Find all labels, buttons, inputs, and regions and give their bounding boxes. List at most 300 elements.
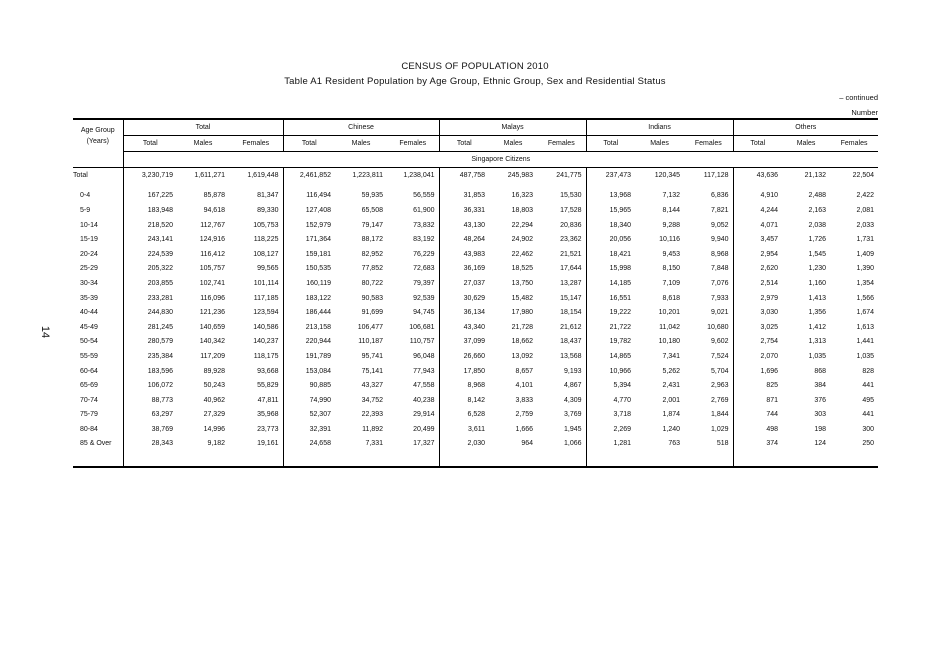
value-cell: 121,236 [199, 309, 225, 317]
value-cell: 18,340 [586, 218, 635, 233]
value-cell: 1,666 [515, 425, 534, 433]
table-row [73, 320, 878, 335]
section-label: Singapore Citizens [123, 152, 878, 168]
end-cell [537, 451, 586, 467]
value-cell: 1,313 [808, 338, 827, 346]
value-cell: 18,437 [560, 338, 582, 346]
end-cell [489, 451, 537, 467]
value-cell: 224,539 [123, 247, 177, 262]
value-cell: 88,773 [123, 393, 177, 408]
value-cell: 2,514 [733, 276, 782, 291]
value-cell: 1,674 [856, 309, 875, 317]
value-cell: 79,147 [361, 221, 383, 229]
group-header-total: Total [123, 119, 283, 136]
value-cell: 17,980 [511, 309, 534, 317]
age-group-cell: 55-59 [80, 352, 98, 360]
value-cell: 23,362 [560, 236, 582, 244]
value-cell: 82,952 [361, 250, 383, 258]
value-cell: 81,347 [257, 192, 279, 200]
value-cell: 7,331 [365, 440, 383, 448]
value-cell: 2,163 [808, 206, 827, 214]
value-cell: 4,244 [733, 203, 782, 218]
value-cell: 171,364 [283, 232, 335, 247]
value-cell: 22,393 [361, 411, 383, 419]
value-cell: 2,070 [733, 349, 782, 364]
value-cell: 205,322 [123, 262, 177, 277]
document-title: CENSUS OF POPULATION 2010 [401, 61, 549, 72]
value-cell: 31,853 [439, 189, 489, 204]
value-cell: 110,757 [409, 338, 435, 346]
age-group-cell: 5-9 [80, 206, 91, 214]
value-cell: 3,611 [439, 422, 489, 437]
value-cell: 183,948 [123, 203, 177, 218]
value-cell: 498 [733, 422, 782, 437]
value-cell: 17,644 [560, 265, 582, 273]
value-cell: 9,021 [711, 309, 729, 317]
value-cell: 10,201 [658, 309, 681, 317]
value-cell: 88,172 [361, 236, 383, 244]
age-group-cell: 20-24 [80, 250, 98, 258]
value-cell: 96,048 [413, 352, 435, 360]
table-row [73, 218, 878, 233]
value-cell: 237,473 [586, 168, 635, 183]
value-cell: 17,528 [560, 206, 582, 214]
value-cell: 1,413 [808, 294, 827, 302]
value-cell: 2,001 [662, 396, 681, 404]
value-cell: 11,892 [362, 425, 383, 433]
value-cell: 10,680 [707, 323, 729, 331]
value-cell: 191,789 [283, 349, 335, 364]
value-cell: 7,933 [711, 294, 729, 302]
value-cell: 9,193 [564, 367, 582, 375]
table-row [73, 232, 878, 247]
value-cell: 14,185 [586, 276, 635, 291]
end-cell [439, 451, 489, 467]
subheader-males: Males [177, 136, 229, 152]
value-cell: 140,659 [199, 323, 225, 331]
value-cell: 1,441 [856, 338, 875, 346]
subheader-males: Males [335, 136, 387, 152]
value-cell: 8,142 [439, 393, 489, 408]
value-cell: 1,281 [586, 437, 635, 452]
value-cell: 72,683 [413, 265, 435, 273]
subheader-row [73, 136, 878, 152]
value-cell: 36,331 [439, 203, 489, 218]
group-header-others: Others [733, 119, 878, 136]
value-cell: 1,230 [808, 265, 827, 273]
value-cell: 220,944 [283, 335, 335, 350]
value-cell: 74,990 [283, 393, 335, 408]
value-cell: 18,662 [511, 338, 534, 346]
value-cell: 2,461,852 [283, 168, 335, 183]
value-cell: 280,579 [123, 335, 177, 350]
value-cell: 21,132 [804, 171, 827, 179]
end-cell [830, 451, 878, 467]
value-cell: 17,850 [439, 364, 489, 379]
value-cell: 2,954 [733, 247, 782, 262]
end-cell [73, 451, 123, 467]
value-cell: 9,940 [711, 236, 729, 244]
value-cell: 2,979 [733, 291, 782, 306]
value-cell: 19,222 [586, 305, 635, 320]
age-group-header [73, 119, 123, 152]
value-cell: 3,230,719 [123, 168, 177, 183]
age-group-cell: 0-4 [80, 192, 91, 200]
value-cell: 1,619,448 [247, 171, 279, 179]
value-cell: 5,394 [586, 378, 635, 393]
value-cell: 183,596 [123, 364, 177, 379]
value-cell: 27,037 [439, 276, 489, 291]
table-row [73, 437, 878, 452]
value-cell: 8,968 [439, 378, 489, 393]
value-cell: 2,431 [662, 382, 681, 390]
value-cell: 118,175 [253, 352, 279, 360]
value-cell: 3,833 [515, 396, 534, 404]
table-row [73, 247, 878, 262]
value-cell: 83,192 [413, 236, 435, 244]
value-cell: 5,704 [711, 367, 729, 375]
value-cell: 36,134 [439, 305, 489, 320]
age-group-cell: 85 & Over [80, 440, 112, 448]
value-cell: 243,141 [123, 232, 177, 247]
value-cell: 101,114 [253, 279, 279, 287]
value-cell: 102,741 [199, 279, 225, 287]
value-cell: 18,154 [560, 309, 582, 317]
value-cell: 4,101 [515, 382, 534, 390]
value-cell: 105,753 [253, 221, 279, 229]
value-cell: 7,132 [662, 192, 681, 200]
age-group-cell: 60-64 [80, 367, 98, 375]
value-cell: 1,945 [564, 425, 582, 433]
value-cell: 21,722 [586, 320, 635, 335]
value-cell: 23,773 [257, 425, 279, 433]
value-cell: 487,758 [439, 168, 489, 183]
value-cell: 3,457 [733, 232, 782, 247]
value-cell: 94,618 [203, 206, 225, 214]
value-cell: 160,119 [283, 276, 335, 291]
value-cell: 22,294 [511, 221, 534, 229]
value-cell: 22,462 [511, 250, 534, 258]
value-cell: 65,508 [361, 206, 383, 214]
page-number: 14 [39, 325, 52, 339]
group-header-row [73, 119, 878, 136]
value-cell: 4,910 [733, 189, 782, 204]
value-cell: 9,052 [711, 221, 729, 229]
table-subtitle: Table A1 Resident Population by Age Group, Ethnic Group, Sex and Residential Status [284, 76, 666, 87]
value-cell: 77,852 [361, 265, 383, 273]
value-cell: 10,180 [658, 338, 681, 346]
value-cell: 90,583 [361, 294, 383, 302]
subheader-females: Females [387, 136, 439, 152]
value-cell: 495 [862, 396, 875, 404]
value-cell: 441 [862, 411, 875, 419]
value-cell: 233,281 [123, 291, 177, 306]
subheader-males: Males [782, 136, 830, 152]
value-cell: 28,343 [123, 437, 177, 452]
value-cell: 2,754 [733, 335, 782, 350]
table-row [73, 378, 878, 393]
value-cell: 110,187 [358, 338, 383, 346]
value-cell: 1,566 [856, 294, 875, 302]
table-end-row [73, 451, 878, 467]
value-cell: 16,551 [586, 291, 635, 306]
value-cell: 13,968 [586, 189, 635, 204]
value-cell: 1,035 [856, 352, 875, 360]
value-cell: 744 [733, 408, 782, 423]
age-group-cell: 10-14 [80, 221, 98, 229]
value-cell: 14,996 [203, 425, 225, 433]
value-cell: 964 [521, 440, 534, 448]
value-cell: 159,181 [283, 247, 335, 262]
value-cell: 198 [814, 425, 827, 433]
value-cell: 2,759 [515, 411, 534, 419]
value-cell: 5,262 [662, 367, 681, 375]
value-cell: 43,636 [733, 168, 782, 183]
value-cell: 21,521 [560, 250, 582, 258]
value-cell: 2,033 [856, 221, 875, 229]
value-cell: 8,144 [662, 206, 681, 214]
value-cell: 218,520 [123, 218, 177, 233]
value-cell: 90,885 [283, 378, 335, 393]
value-cell: 1,731 [856, 236, 875, 244]
value-cell: 15,998 [586, 262, 635, 277]
age-group-cell: 35-39 [80, 294, 98, 302]
age-group-cell: 40-44 [80, 309, 98, 317]
value-cell: 43,130 [439, 218, 489, 233]
value-cell: 40,238 [413, 396, 435, 404]
subheader-total: Total [439, 136, 489, 152]
subheader-total: Total [123, 136, 177, 152]
section-spacer-cell [73, 152, 123, 168]
age-group-cell: 75-79 [80, 411, 98, 419]
value-cell: 1,844 [711, 411, 729, 419]
value-cell: 4,071 [733, 218, 782, 233]
end-cell [635, 451, 684, 467]
group-header-indians: Indians [586, 119, 733, 136]
value-cell: 52,307 [283, 408, 335, 423]
value-cell: 76,229 [413, 250, 435, 258]
value-cell: 8,657 [515, 367, 534, 375]
value-cell: 1,035 [808, 352, 827, 360]
value-cell: 828 [862, 367, 875, 375]
value-cell: 18,525 [511, 265, 534, 273]
age-group-unit: (Years) [86, 137, 109, 145]
value-cell: 1,545 [808, 250, 827, 258]
value-cell: 21,612 [560, 323, 582, 331]
value-cell: 8,968 [711, 250, 729, 258]
value-cell: 47,811 [257, 396, 279, 404]
age-group-cell: Total [73, 171, 88, 179]
subheader-total: Total [283, 136, 335, 152]
table-row [73, 349, 878, 364]
value-cell: 3,025 [733, 320, 782, 335]
value-cell: 4,309 [564, 396, 582, 404]
value-cell: 117,209 [200, 352, 225, 360]
table-row [73, 408, 878, 423]
value-cell: 106,681 [409, 323, 435, 331]
value-cell: 303 [814, 411, 827, 419]
value-cell: 24,902 [511, 236, 534, 244]
value-cell: 105,757 [199, 265, 225, 273]
value-cell: 99,565 [257, 265, 279, 273]
value-cell: 55,829 [257, 382, 279, 390]
value-cell: 250 [862, 440, 875, 448]
value-cell: 7,076 [711, 279, 729, 287]
end-cell [123, 451, 177, 467]
value-cell: 4,867 [564, 382, 582, 390]
value-cell: 56,559 [413, 192, 435, 200]
value-cell: 59,935 [361, 192, 383, 200]
value-cell: 825 [733, 378, 782, 393]
value-cell: 7,848 [711, 265, 729, 273]
value-cell: 244,830 [123, 305, 177, 320]
value-cell: 20,836 [560, 221, 582, 229]
value-cell: 1,160 [808, 279, 827, 287]
value-cell: 1,029 [711, 425, 729, 433]
value-cell: 40,962 [203, 396, 225, 404]
value-cell: 43,327 [361, 382, 383, 390]
value-cell: 281,245 [123, 320, 177, 335]
value-cell: 1,874 [662, 411, 681, 419]
value-cell: 384 [814, 382, 827, 390]
value-cell: 8,618 [662, 294, 681, 302]
value-cell: 245,983 [507, 171, 534, 179]
value-cell: 1,726 [808, 236, 827, 244]
value-cell: 13,568 [560, 352, 582, 360]
age-group-label: Age Group [80, 126, 115, 134]
value-cell: 871 [733, 393, 782, 408]
value-cell: 18,803 [511, 206, 534, 214]
table-row [73, 422, 878, 437]
value-cell: 26,660 [439, 349, 489, 364]
value-cell: 518 [716, 440, 729, 448]
value-cell: 75,141 [361, 367, 383, 375]
value-cell: 15,965 [586, 203, 635, 218]
value-cell: 7,341 [662, 352, 681, 360]
table-row [73, 393, 878, 408]
table-row [73, 203, 878, 218]
value-cell: 15,482 [511, 294, 534, 302]
value-cell: 150,535 [283, 262, 335, 277]
census-table [73, 118, 878, 468]
value-cell: 77,943 [413, 367, 435, 375]
value-cell: 124,916 [199, 236, 225, 244]
value-cell: 80,722 [361, 279, 383, 287]
value-cell: 7,109 [662, 279, 681, 287]
value-cell: 35,968 [257, 411, 279, 419]
value-cell: 91,699 [361, 309, 383, 317]
value-cell: 13,287 [560, 279, 582, 287]
value-cell: 15,530 [560, 192, 582, 200]
age-group-cell: 70-74 [80, 396, 98, 404]
value-cell: 34,752 [361, 396, 383, 404]
table-row [73, 364, 878, 379]
subheader-females: Females [684, 136, 733, 152]
value-cell: 9,453 [662, 250, 681, 258]
value-cell: 117,128 [703, 171, 729, 179]
age-group-cell: 25-29 [80, 265, 98, 273]
value-cell: 441 [862, 382, 875, 390]
value-cell: 106,477 [357, 323, 383, 331]
value-cell: 15,147 [560, 294, 582, 302]
value-cell: 19,161 [257, 440, 279, 448]
age-group-cell: 30-34 [80, 279, 98, 287]
value-cell: 1,412 [808, 323, 827, 331]
group-header-chinese: Chinese [283, 119, 439, 136]
table-row [73, 276, 878, 291]
value-cell: 9,182 [207, 440, 225, 448]
value-cell: 89,330 [257, 206, 279, 214]
end-cell [586, 451, 635, 467]
value-cell: 2,963 [711, 382, 729, 390]
value-cell: 20,499 [413, 425, 435, 433]
value-cell: 140,237 [253, 338, 279, 346]
subheader-females: Females [830, 136, 878, 152]
value-cell: 108,127 [253, 250, 279, 258]
value-cell: 73,832 [413, 221, 435, 229]
value-cell: 140,342 [199, 338, 225, 346]
table-row-total [73, 168, 878, 183]
value-cell: 3,718 [586, 408, 635, 423]
value-cell: 153,084 [283, 364, 335, 379]
value-cell: 13,092 [511, 352, 534, 360]
value-cell: 36,169 [439, 262, 489, 277]
value-cell: 106,072 [123, 378, 177, 393]
value-cell: 376 [814, 396, 827, 404]
value-cell: 2,081 [856, 206, 875, 214]
value-cell: 374 [733, 437, 782, 452]
value-cell: 2,422 [856, 192, 875, 200]
value-cell: 127,408 [283, 203, 335, 218]
value-cell: 79,397 [413, 279, 435, 287]
value-cell: 2,038 [808, 221, 827, 229]
table-row [73, 291, 878, 306]
value-cell: 117,185 [253, 294, 279, 302]
value-cell: 16,323 [511, 192, 534, 200]
value-cell: 3,030 [733, 305, 782, 320]
value-cell: 10,116 [659, 236, 681, 244]
value-cell: 27,329 [203, 411, 225, 419]
value-cell: 235,384 [123, 349, 177, 364]
value-cell: 37,099 [439, 335, 489, 350]
value-cell: 1,066 [564, 440, 582, 448]
value-cell: 241,775 [556, 171, 582, 179]
end-cell [229, 451, 283, 467]
value-cell: 92,539 [413, 294, 435, 302]
value-cell: 89,928 [203, 367, 225, 375]
value-cell: 43,983 [439, 247, 489, 262]
value-cell: 2,030 [439, 437, 489, 452]
value-cell: 123,594 [253, 309, 279, 317]
end-cell [782, 451, 830, 467]
end-cell [733, 451, 782, 467]
value-cell: 47,558 [413, 382, 435, 390]
value-cell: 9,288 [662, 221, 681, 229]
value-cell: 120,345 [654, 171, 681, 179]
value-cell: 8,150 [662, 265, 681, 273]
unit-label: Number [851, 108, 878, 117]
value-cell: 48,264 [439, 232, 489, 247]
value-cell: 50,243 [203, 382, 225, 390]
value-cell: 22,504 [852, 171, 875, 179]
value-cell: 116,412 [200, 250, 225, 258]
value-cell: 124 [814, 440, 827, 448]
value-cell: 1,390 [856, 265, 875, 273]
subheader-total: Total [733, 136, 782, 152]
value-cell: 183,122 [283, 291, 335, 306]
table-row [73, 335, 878, 350]
value-cell: 2,620 [733, 262, 782, 277]
